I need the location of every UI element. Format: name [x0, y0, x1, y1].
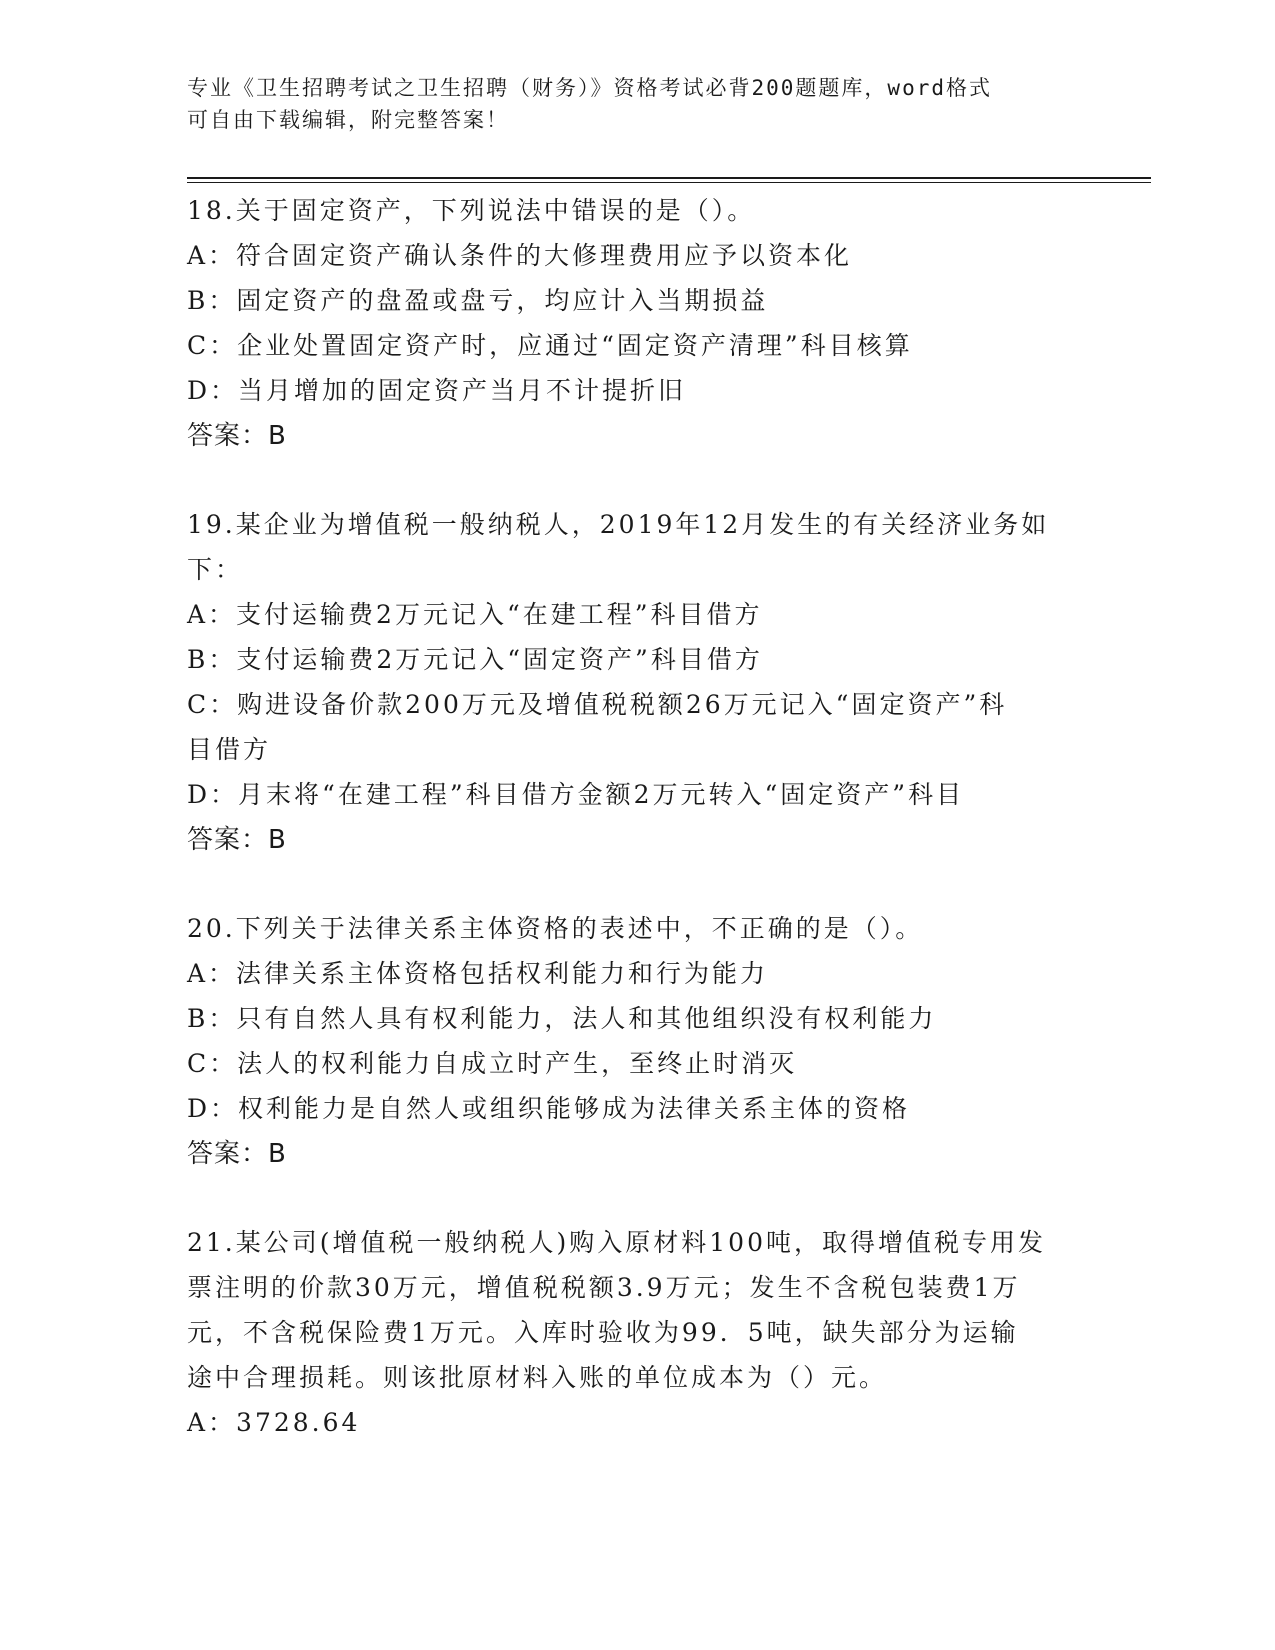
option-c: C：法人的权利能力自成立时产生，至终止时消灭: [187, 1049, 798, 1078]
option-d: D：权利能力是自然人或组织能够成为法律关系主体的资格: [187, 1094, 911, 1123]
question-list: [187, 188, 1087, 1445]
option-a: A：3728.64: [187, 1408, 361, 1437]
question-text-continued: 下：: [187, 555, 244, 584]
question-text: 21.某公司(增值税一般纳税人)购入原材料100吨，取得增值税专用发: [187, 1228, 1046, 1257]
question-spacer: [187, 1177, 1087, 1220]
header-line-1: 专业《卫生招聘考试之卫生招聘（财务）》资格考试必背200题题库，word格式: [187, 76, 992, 100]
question-text-continued: 票注明的价款30万元，增值税税额3.9万元；发生不含税包装费1万: [187, 1273, 1021, 1302]
answer-line: 答案：B: [187, 1139, 287, 1169]
question-spacer: [187, 459, 1087, 502]
option-a: A：支付运输费2万元记入“在建工程”科目借方: [187, 600, 763, 629]
question-text-continued: 元，不含税保险费1万元。入库时验收为99．5吨，缺失部分为运输: [187, 1318, 1019, 1347]
answer-line: 答案：B: [187, 421, 287, 451]
option-d: D：月末将“在建工程”科目借方金额2万元转入“固定资产”科目: [187, 780, 965, 809]
option-c-continued: 目借方: [187, 735, 272, 764]
question-text-continued: 途中合理损耗。则该批原材料入账的单位成本为（）元。: [187, 1363, 888, 1392]
question-text: 20.下列关于法律关系主体资格的表述中，不正确的是（）。: [187, 914, 924, 943]
option-a: A：法律关系主体资格包括权利能力和行为能力: [187, 959, 769, 988]
option-a: A：符合固定资产确认条件的大修理费用应予以资本化: [187, 241, 853, 270]
question-block: [187, 502, 1087, 863]
question-block: [187, 906, 1087, 1177]
option-b: B：支付运输费2万元记入“固定资产”科目借方: [187, 645, 763, 674]
document-header: [187, 72, 1067, 136]
header-divider-thick: [187, 177, 1151, 179]
question-block: [187, 1220, 1087, 1445]
header-line-2: 可自由下载编辑，附完整答案！: [187, 108, 509, 132]
question-block: [187, 188, 1087, 459]
question-text: 19.某企业为增值税一般纳税人，2019年12月发生的有关经济业务如: [187, 510, 1050, 539]
header-divider-thin: [187, 182, 1151, 183]
option-b: B：固定资产的盘盈或盘亏，均应计入当期损益: [187, 286, 769, 315]
option-b: B：只有自然人具有权利能力，法人和其他组织没有权利能力: [187, 1004, 937, 1033]
question-text: 18.关于固定资产，下列说法中错误的是（）。: [187, 196, 756, 225]
option-c: C：企业处置固定资产时，应通过“固定资产清理”科目核算: [187, 331, 913, 360]
option-d: D：当月增加的固定资产当月不计提折旧: [187, 376, 687, 405]
answer-line: 答案：B: [187, 825, 287, 855]
question-spacer: [187, 863, 1087, 906]
option-c: C：购进设备价款200万元及增值税税额26万元记入“固定资产”科: [187, 690, 1008, 719]
